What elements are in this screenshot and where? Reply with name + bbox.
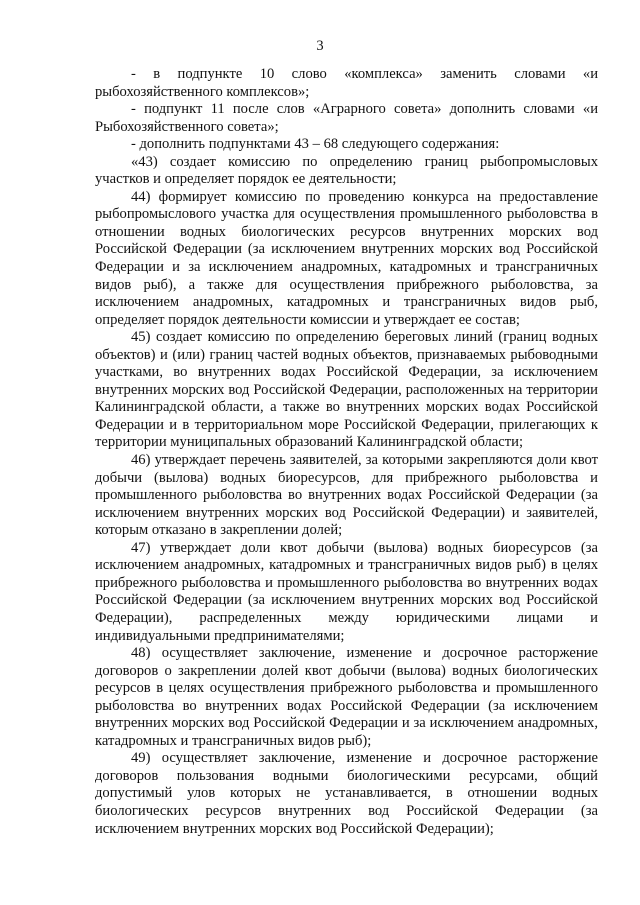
paragraph-item-46: 46) утверждает перечень заявителей, за которыми закрепляются доли квот добычи (вылова) водных биоресурсов, для прибрежного рыболовства и промышленного рыболовства во внутренних водах Российской Федерации (за исключением внутренних морских вод Российской Федерации) и заявителей, которым отказано в закреплении долей; bbox=[95, 452, 598, 539]
page-number: 3 bbox=[316, 38, 324, 54]
paragraph-item-49: 49) осуществляет заключение, изменение и досрочное расторжение договоров пользования водными биологическими ресурсами, общий допустимый улов которых не устанавливается, в отношении водных биологических ресурсов внутренних вод Российской Федерации (за исключением внутренних морских вод Российской Федерации); bbox=[95, 750, 598, 837]
paragraph-item-45: 45) создает комиссию по определению береговых линий (границ водных объектов) и (или) границ частей водных объектов, признаваемых рыбоводными участками, во внутренних водах Российской Федерации, за исключением внутренних морских вод Российской Федерации, расположенных на территории Калининградской области, а также во внутренних морских водах Российской Федерации и в территориальном море Российской Федерации, прилегающих к территории муниципальных образований Калининградской области; bbox=[95, 329, 598, 451]
paragraph-amend-item-11: - подпункт 11 после слов «Аграрного совета» дополнить словами «и Рыбохозяйственного совета»; bbox=[95, 101, 598, 135]
paragraph-add-items-43-68: - дополнить подпунктами 43 – 68 следующего содержания: bbox=[131, 136, 500, 153]
paragraph-item-43: «43) создает комиссию по определению границ рыбопромысловых участков и определяет порядок ее деятельности; bbox=[95, 153, 598, 188]
paragraph-item-44: 44) формирует комиссию по проведению конкурса на предоставление рыбопромыслового участка для осуществления промышленного рыболовства в отношении водных биологических ресурсов внутренних морских вод Российской Федерации (за исключением внутренних морских вод Российской Федерации и за исключением анадромных, катадромных и трансграничных видов рыб), а также для осуществления прибрежного рыболовства, за исключением анадромных, катадромных и трансграничных видов рыб, определяет порядок деятельности комиссии и утверждает ее состав; bbox=[95, 188, 598, 328]
paragraph-amend-item-10: - в подпункте 10 слово «комплекса» заменить словами «и рыбохозяйственного комплексов»; bbox=[95, 66, 598, 100]
paragraph-item-47: 47) утверждает доли квот добычи (вылова) водных биоресурсов (за исключением анадромных, катадромных и трансграничных видов рыб) в целях прибрежного рыболовства и промышленного рыболовства во внутренних водах Российской Федерации (за исключением внутренних морских вод Российской Федерации), распределенных между юридическими лицами и индивидуальными предпринимателями; bbox=[95, 539, 598, 644]
document-body bbox=[95, 66, 598, 838]
paragraph-item-48: 48) осуществляет заключение, изменение и досрочное расторжение договоров о закреплении долей квот добычи (вылова) водных биологических ресурсов в целях осуществления прибрежного рыболовства и промышленного рыболовства во внутренних водах Российской Федерации (за исключением внутренних морских вод Российской Федерации и за исключением анадромных, катадромных и трансграничных видов рыб); bbox=[95, 645, 598, 749]
